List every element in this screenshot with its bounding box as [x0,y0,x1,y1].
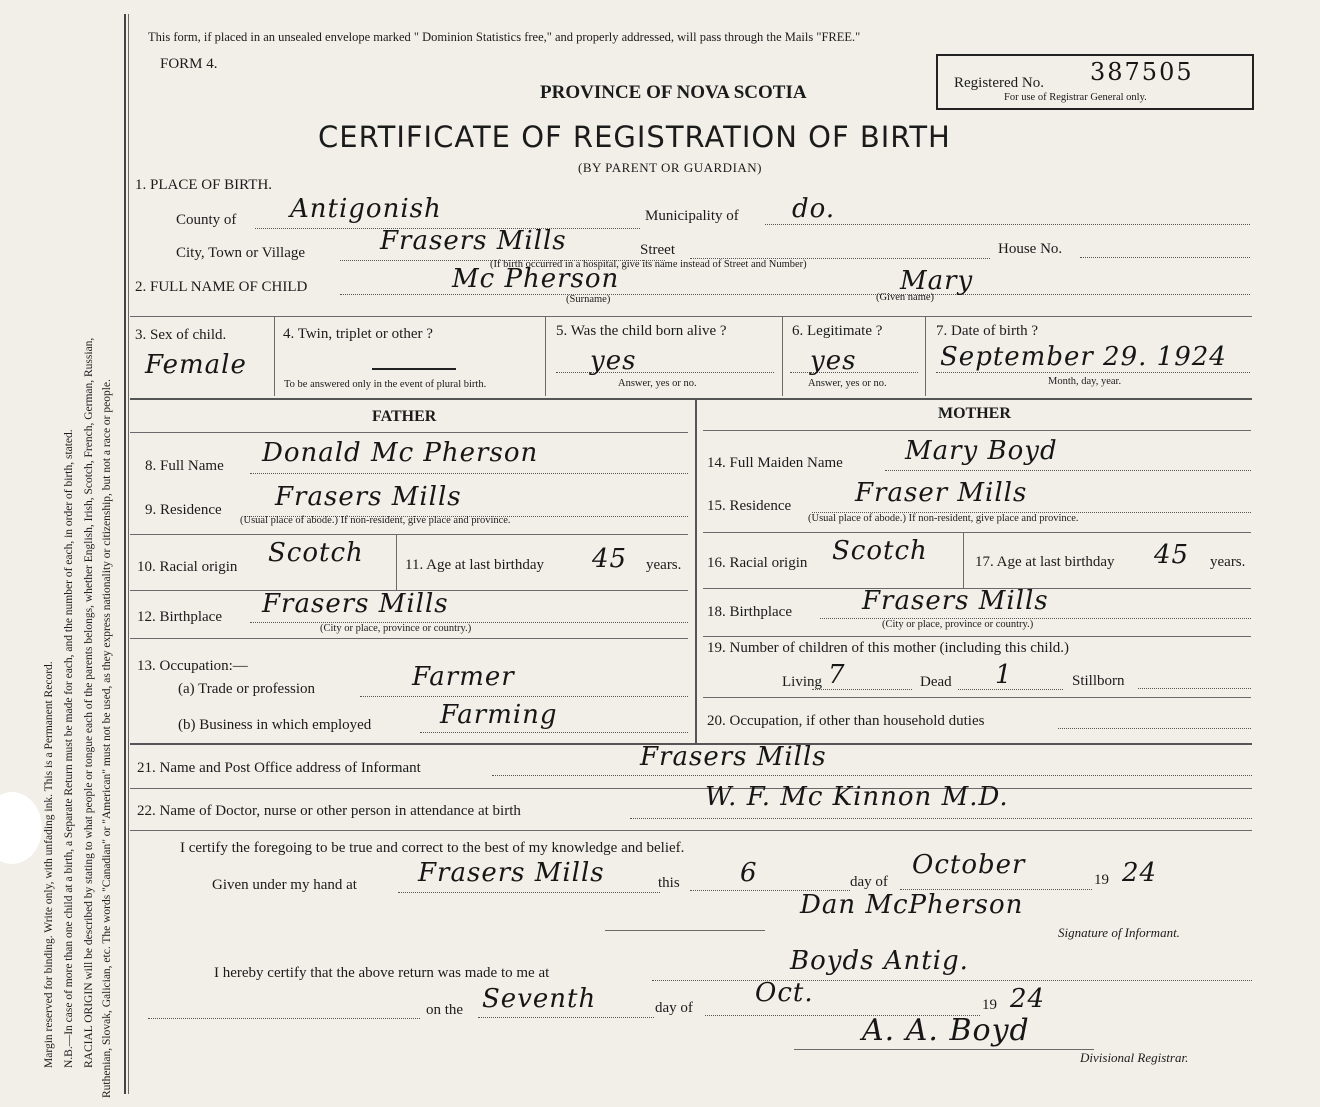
hospital-note: (If birth occurred in a hospital, give its name instead of Street and Number) [490,259,807,270]
margin-line-2: N.B.—In case of more than one child at a birth, a Separate Return must be made for each, and the number of each, in order of birth, stated. [63,429,75,1068]
mother-name-label: 14. Full Maiden Name [707,455,843,471]
registered-number: 387505 [1090,58,1194,86]
surname-note: (Surname) [566,294,611,305]
registrar-place-value: Boyds Antig. [790,946,969,976]
street-label: Street [640,242,675,258]
father-occupation-label: 13. Occupation:— [137,658,248,674]
father-residence-label: 9. Residence [145,502,222,518]
father-name-label: 8. Full Name [145,458,224,474]
legitimate-note: Answer, yes or no. [808,378,887,389]
dob-note: Month, day, year. [1048,376,1122,387]
dead-value: 1 [995,660,1013,690]
sex-value: Female [145,350,247,380]
mother-age-label: 17. Age at last birthday [975,554,1115,570]
mother-age-value: 45 [1154,540,1190,570]
father-residence-note: (Usual place of abode.) If non-resident, give place and province. [240,515,511,526]
doctor-label: 22. Name of Doctor, nurse or other person in attendance at birth [137,803,521,819]
mother-heading: MOTHER [938,405,1011,422]
mailing-notice: This form, if placed in an unsealed envelope marked " Dominion Statistics free," and properly addressed, will pass through the Mails "FREE." [148,30,861,44]
city-value: Frasers Mills [380,226,567,256]
certify-year-prefix: 19 [1094,872,1109,888]
born-alive-note: Answer, yes or no. [618,378,697,389]
county-label: County of [176,212,237,228]
mother-residence-note: (Usual place of abode.) If non-resident, give place and province. [808,513,1079,524]
registrar-year-prefix: 19 [982,997,997,1013]
registrar-general-note: For use of Registrar General only. [1004,92,1147,103]
mother-age-unit: years. [1210,554,1246,570]
informant-signature-label: Signature of Informant. [1058,925,1180,940]
father-age-value: 45 [592,544,628,574]
twin-dash [372,368,456,370]
twin-label: 4. Twin, triplet or other ? [283,326,433,342]
child-name-label: 2. FULL NAME OF CHILD [135,279,308,295]
legitimate-value: yes [810,346,857,376]
sex-label: 3. Sex of child. [135,327,227,343]
legitimate-label: 6. Legitimate ? [792,323,883,339]
registrar-title: Divisional Registrar. [1080,1050,1189,1065]
informant-label: 21. Name and Post Office address of Informant [137,760,421,776]
municipality-value: do. [792,194,836,224]
children-label: 19. Number of children of this mother (including this child.) [707,640,1070,656]
business-label: (b) Business in which employed [178,717,372,733]
informant-signature: Dan McPherson [800,890,1024,920]
informant-value: Frasers Mills [640,742,827,772]
child-given-name: Mary [900,266,974,296]
doctor-value: W. F. Mc Kinnon M.D. [705,782,1009,812]
mother-birthplace-note: (City or place, province or country.) [882,619,1034,630]
registrar-year-suffix: 24 [1010,984,1046,1014]
given-name-note: (Given name) [876,292,935,303]
father-age-label: 11. Age at last birthday [405,557,544,573]
given-under-hand-label: Given under my hand at [212,877,357,893]
registrar-statement: I hereby certify that the above return was made to me at [214,965,550,981]
stillborn-label: Stillborn [1072,673,1125,689]
mother-birthplace-value: Frasers Mills [862,586,1049,616]
twin-note: To be answered only in the event of plural birth. [284,379,487,390]
mother-occupation-label: 20. Occupation, if other than household duties [707,713,985,729]
house-no-label: House No. [998,241,1063,257]
father-racial-label: 10. Racial origin [137,559,238,575]
certificate-subtitle: (BY PARENT OR GUARDIAN) [578,160,763,175]
county-value: Antigonish [290,194,442,224]
registered-no-label: Registered No. [954,75,1044,91]
father-residence-value: Frasers Mills [275,482,462,512]
father-age-unit: years. [646,557,682,573]
living-value: 7 [828,660,846,690]
mother-residence-value: Fraser Mills [855,478,1028,508]
living-label: Living [782,674,822,690]
mother-racial-label: 16. Racial origin [707,555,808,571]
certify-year-suffix: 24 [1122,858,1158,888]
born-alive-value: yes [590,346,637,376]
form-number: FORM 4. [160,56,218,72]
margin-instructions [0,0,130,1107]
certificate-title: CERTIFICATE OF REGISTRATION OF BIRTH [318,120,951,154]
certify-month-value: October [912,850,1026,880]
margin-line-1: Margin reserved for binding. Write only, with unfading ink. This is a Permanent Record. [43,661,55,1068]
trade-label: (a) Trade or profession [178,681,316,697]
father-birthplace-note: (City or place, province or country.) [320,623,472,634]
given-place-value: Frasers Mills [418,858,605,888]
on-the-label: on the [426,1002,464,1018]
certify-day-of-label: day of [850,874,888,890]
margin-line-3: RACIAL ORIGIN will be described by stating to what people or tongue each of the parents belongs, whether English, Irish, Scotch, French, German, Russian, [83,337,95,1068]
trade-value: Farmer [412,662,515,692]
mother-name-value: Mary Boyd [905,436,1058,466]
province-heading: PROVINCE OF NOVA SCOTIA [540,82,807,103]
registrar-day-value: Seventh [482,984,597,1014]
registrar-month-value: Oct. [755,978,814,1008]
city-label: City, Town or Village [176,245,306,261]
father-birthplace-value: Frasers Mills [262,589,449,619]
margin-rule [124,14,126,1094]
child-surname: Mc Pherson [452,264,620,294]
dob-label: 7. Date of birth ? [936,323,1039,339]
father-heading: FATHER [372,408,437,425]
father-racial-value: Scotch [268,538,364,568]
father-birthplace-label: 12. Birthplace [137,609,222,625]
mother-residence-label: 15. Residence [707,498,792,514]
father-name-value: Donald Mc Pherson [262,438,539,468]
dob-value: September 29. 1924 [940,342,1227,372]
mother-racial-value: Scotch [832,536,928,566]
place-of-birth-heading: 1. PLACE OF BIRTH. [135,177,273,193]
registrar-day-of-label: day of [655,1000,693,1016]
municipality-label: Municipality of [645,208,739,224]
certify-day-value: 6 [740,858,758,888]
registrar-signature: A. A. Boyd [862,1013,1030,1048]
born-alive-label: 5. Was the child born alive ? [556,323,727,339]
this-label: this [658,875,680,891]
certify-statement: I certify the foregoing to be true and correct to the best of my knowledge and belief. [180,840,685,856]
margin-line-4: Ruthenian, Slovak, Galician, etc. The words "Canadian" or "American" must not be used, as they express nationality or citizenship, but not a race or people. [101,379,113,1098]
business-value: Farming [440,700,558,730]
mother-birthplace-label: 18. Birthplace [707,604,792,620]
dead-label: Dead [920,674,952,690]
